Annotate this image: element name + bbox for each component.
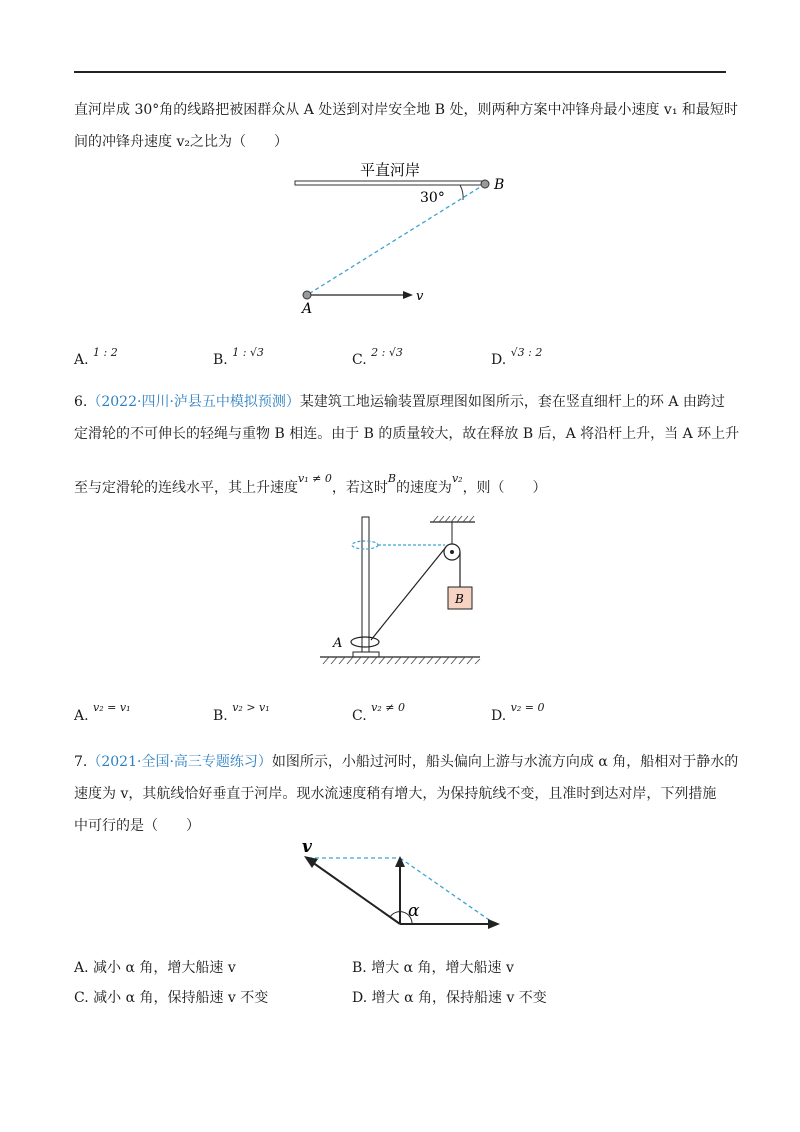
q5-option-d[interactable]: D. $^{√3 : 2}$ (491, 346, 543, 368)
q7-velocity-diagram (290, 836, 510, 936)
q6-text-line1: 6.（2022·四川·泸县五中模拟预测）某建筑工地运输装置原理图如图所示，套在竖直细杆上的环 A 由跨过 (74, 394, 725, 410)
q5-velocity-label: v (416, 289, 424, 304)
q6-option-a[interactable]: A. $^{v_2 = v_1}$ (74, 701, 131, 724)
q6-source: （2022·四川·泸县五中模拟预测） (87, 394, 300, 410)
q7-velocity-label: v (302, 837, 312, 857)
q6-option-b[interactable]: B. $^{v_2 > v_1}$ (213, 701, 270, 724)
q6-option-c[interactable]: C. $^{v_2 \ne 0}$ (352, 701, 405, 724)
q7-text-line2: 速度为 v，其航线恰好垂直于河岸。现水流速度稍有增大，为保持航线不变，且准时到达对岸，下列措施 (74, 786, 717, 802)
q5-option-b[interactable]: B. $^{1 : √3}$ (213, 346, 264, 368)
q7-source: （2021·全国·高三专题练习） (87, 754, 272, 770)
q6-text-line3: 至与定滑轮的连线水平，其上升速度$^{v_1 \ne 0}$，若这时$^B$的速度为$^{v_2}$，则（ ） (74, 472, 547, 496)
header-rule (74, 71, 726, 73)
q7-option-a[interactable]: A. 减小 α 角，增大船速 v (74, 960, 236, 976)
q7-angle-label: α (408, 901, 420, 921)
q7-option-d[interactable]: D. 增大 α 角，保持船速 v 不变 (352, 990, 547, 1006)
q6-ring-label: A (333, 636, 343, 651)
q5-bank-label: 平直河岸 (360, 161, 421, 179)
q5-river-diagram (280, 155, 520, 320)
q5-text-line1: 直河岸成 30°角的线路把被困群众从 A 处送到对岸安全地 B 处，则两种方案中冲锋舟最小速度 v₁ 和最短时 (74, 102, 738, 118)
q7-text-line3: 中可行的是（ ） (74, 818, 200, 834)
q6-text-line2: 定滑轮的不可伸长的轻绳与重物 B 相连。由于 B 的质量较大，故在释放 B 后，A 将沿杆上升，当 A 环上升 (74, 426, 740, 442)
q6-pulley-diagram (315, 512, 485, 672)
q7-text-line1: 7.（2021·全国·高三专题练习）如图所示，小船过河时，船头偏向上游与水流方向成 α 角，船相对于静水的 (74, 754, 739, 770)
q5-point-b: B (494, 177, 505, 193)
q5-option-a[interactable]: A. $^{1 : 2}$ (74, 346, 118, 368)
q7-option-c[interactable]: C. 减小 α 角，保持船速 v 不变 (74, 990, 269, 1006)
q7-number: 7. (74, 754, 88, 770)
q5-text-line2: 间的冲锋舟速度 v₂之比为（ ） (74, 134, 288, 150)
q5-angle-label: 30° (420, 190, 445, 206)
q6-block-label: B (455, 592, 464, 606)
q6-number: 6. (74, 394, 88, 410)
q5-point-a: A (302, 301, 313, 317)
q5-option-c[interactable]: C. $^{2 : √3}$ (352, 346, 403, 368)
q6-option-d[interactable]: D. $^{v_2 = 0}$ (491, 701, 545, 724)
q7-option-b[interactable]: B. 增大 α 角，增大船速 v (352, 960, 514, 976)
